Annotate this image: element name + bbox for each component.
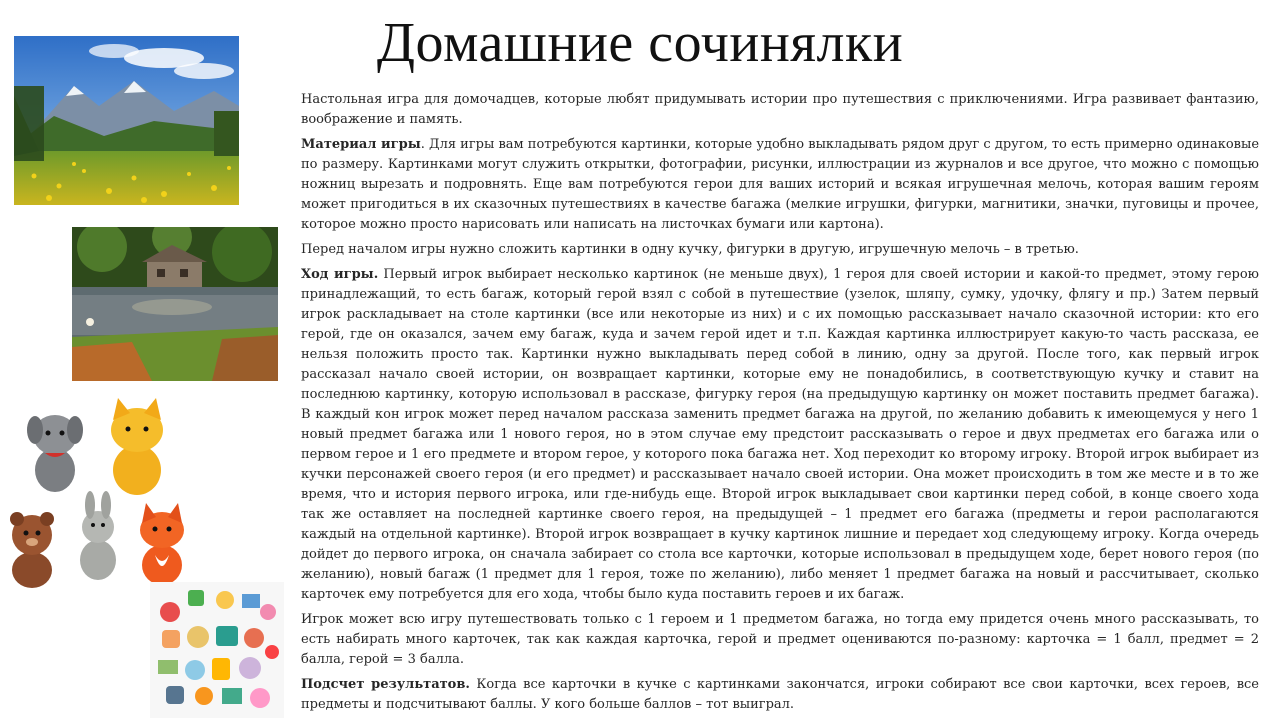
mountain-meadow-image: [14, 36, 239, 205]
gameplay-paragraph: [301, 265, 1259, 605]
stickers-image: [150, 582, 284, 718]
material-heading: Материал игры: [301, 137, 421, 152]
gameplay-text: Первый игрок выбирает несколько картинок (не меньше двух), 1 героя для своей истории и какой-то предмет, этому герою принадлежащий, то есть багаж, который герой взял с собой в путешествие (узелок, шляпу, сумку, удочку, флягу и пр.) Затем первый игрок раскладывает на столе картинки (все или некоторые из них) и с их помощью рассказывает начало сказочной истории: кто его герой, где он оказался, зачем ему багаж, куда и зачем герой идет и т.п. Каждая картинка иллюстрирует какую-то часть рассказа, ее нельзя положить просто так. Картинки нужно выкладывать перед собой в линию, одну за другой. После того, как первый игрок рассказал начало своей истории, он возвращает картинки, которые ему не понадобились, в соответствующую кучку и ставит на последнюю картинку, которую использовал в рассказе, фигурку героя (на предыдущую картинку он может поставить предмет багажа). В каждый кон игрок может перед началом рассказа заменить предмет багажа на другой, по желанию добавить к имеющемуся у него 1 новый предмет багажа или 1 нового героя, но в этом случае ему предстоит рассказывать о герое и двух предметах его багажа или о первом герое и 1 его предмете и втором герое, у которого пока багажа нет. Ход переходит ко второму игроку. Второй игрок выбирает из кучки персонажей своего героя (и его предмет) и рассказывает начало своей истории. Она может происходить в том же месте и в то же время, что и история первого игрока, или где-нибудь еще. Второй игрок выкладывает свои картинки перед собой, в конце своего хода так же оставляет на последней картинке своего героя, на предыдущей – 1 предмет его багажа (предметы и герои располагаются каждый на отдельной картинке). Второй игрок возвращает в кучку картинок лишние и передает ход следующему игроку. Когда очередь дойдет до первого игрока, он сначала забирает со стола все карточки, которые использовал в предыдущем ходе, берет нового героя (по желанию), новый багаж (1 предмет для 1 героя, тоже по желанию), либо меняет 1 предмет багажа на новый и рассчитывает, сколько карточек ему потребуется для его хода, чтобы было куда поставить героев и их багаж.: [301, 267, 1259, 602]
variant-paragraph: Игрок может всю игру путешествовать только с 1 героем и 1 предметом багажа, но тогда ему придется очень много рассказывать, то есть набирать много карточек, так как каждая карточка, герой и предмет оцениваются по-разному: карточка = 1 балл, предмет = 2 балла, герой = 3 балла.: [301, 612, 1259, 667]
toy-figures-image: [0, 395, 192, 595]
intro-paragraph: Настольная игра для домочадцев, которые любят придумывать истории про путешествия с приключениями. Игра развивает фантазию, воображение и память.: [301, 92, 1259, 127]
scoring-text: Когда все карточки в кучке с картинками закончатся, игроки собирают все свои карточки, всех героев, все предметы и подсчитывают баллы. У кого больше баллов – тот выиграл.: [301, 677, 1259, 712]
page-title: Домашние сочинялки: [376, 12, 904, 74]
scoring-heading: Подсчет результатов.: [301, 677, 470, 692]
scoring-paragraph: [301, 675, 1259, 715]
preparation-paragraph: Перед началом игры нужно сложить картинки в одну кучку, фигурки в другую, игрушечную мелочь – в третью.: [301, 242, 1079, 257]
gameplay-heading: Ход игры.: [301, 267, 379, 282]
mill-pond-image: [72, 227, 278, 381]
material-text: . Для игры вам потребуются картинки, которые удобно выкладывать рядом друг с другом, то есть примерно одинаковые по размеру. Картинками могут служить открытки, фотографии, рисунки, иллюстрации из журналов и все другое, что можно с помощью ножниц вырезать и подровнять. Еще вам потребуются герои для ваших историй и всякая игрушечная мелочь, которая вашим героям может пригодиться в их сказочных путешествиях в качестве багажа (мелкие игрушки, фигурки, магнитики, значки, пуговицы и прочее, которое можно просто нарисовать или написать на листочках бумаги или картона).: [301, 137, 1260, 232]
material-paragraph: [301, 135, 1259, 235]
game-description: [301, 90, 1259, 720]
